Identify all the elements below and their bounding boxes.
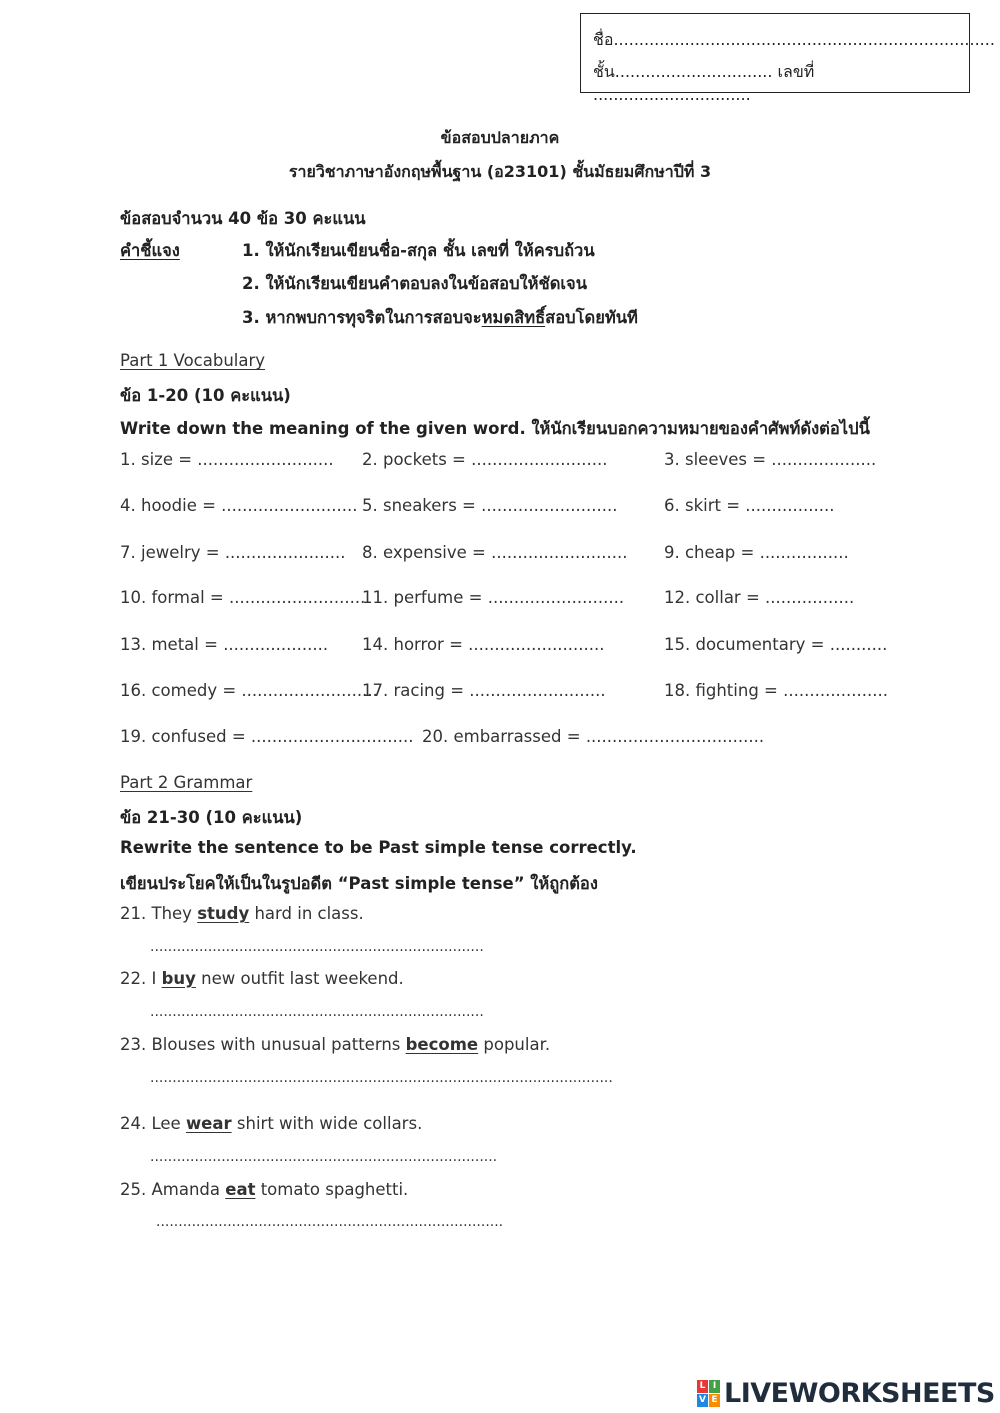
question-25-end: tomato spaghetti. [255, 1180, 409, 1199]
vocab-item-18[interactable]: 18. fighting = .................... [664, 681, 889, 700]
question-22-start: 22. I [120, 969, 162, 988]
instruction-3-end: สอบโดยทันที [545, 308, 638, 327]
question-21-start: 21. They [120, 904, 198, 923]
vocab-item-2[interactable]: 2. pockets = .......................... [362, 450, 608, 469]
logo-badge-icon [697, 1380, 721, 1408]
question-21-end: hard in class. [249, 904, 364, 923]
question-25-verb: eat [225, 1180, 256, 1199]
question-25-start: 25. Amanda [120, 1180, 226, 1199]
question-22 [120, 969, 404, 988]
name-line[interactable]: ชื่อ........................................................................... [593, 30, 995, 49]
student-info-box [580, 13, 995, 104]
instruction-1: 1. ให้นักเรียนเขียนชื่อ-สกุล ชั้น เลขที่ ให้ครบถ้วน [242, 241, 595, 260]
part1-range: ข้อ 1-20 (10 คะแนน) [120, 386, 291, 405]
question-22-verb: buy [161, 969, 196, 988]
exam-title: ข้อสอบปลายภาค [440, 128, 560, 147]
answer-line-25[interactable]: .............................................................................. [156, 1214, 504, 1230]
question-23 [120, 1035, 550, 1054]
vocab-item-8[interactable]: 8. expensive = .......................... [362, 543, 628, 562]
vocab-item-3[interactable]: 3. sleeves = .................... [664, 450, 877, 469]
number-field[interactable]: ............................... [593, 85, 751, 104]
vocab-item-16[interactable]: 16. comedy = .......................... [120, 681, 378, 700]
number-label: เลขที่ [772, 62, 815, 81]
vocab-item-17[interactable]: 17. racing = .......................... [362, 681, 606, 700]
class-number-line [593, 60, 969, 104]
vocab-item-15[interactable]: 15. documentary = ........... [664, 635, 888, 654]
vocab-item-9[interactable]: 9. cheap = ................. [664, 543, 849, 562]
part2-range: ข้อ 21-30 (10 คะแนน) [120, 808, 303, 827]
instructions-label: คำชี้แจง [120, 241, 180, 260]
vocab-item-5[interactable]: 5. sneakers = .......................... [362, 496, 618, 515]
logo-wordmark: LIVEWORKSHEETS [724, 1378, 995, 1409]
instruction-2: 2. ให้นักเรียนเขียนคำตอบลงในข้อสอบให้ชัดเจน [242, 274, 587, 293]
question-22-end: new outfit last weekend. [195, 969, 404, 988]
vocab-item-20[interactable]: 20. embarrassed = .................................. [422, 727, 765, 746]
class-field[interactable]: ............................... [614, 62, 773, 81]
question-21-verb: study [197, 904, 250, 923]
answer-line-24[interactable]: .............................................................................. [150, 1149, 498, 1165]
badge-letter-v: V [697, 1394, 708, 1407]
exam-count: ข้อสอบจำนวน 40 ข้อ 30 คะแนน [120, 209, 366, 228]
question-21 [120, 904, 364, 923]
part2-heading: Part 2 Grammar [120, 773, 253, 792]
question-23-end: popular. [478, 1035, 551, 1054]
answer-line-22[interactable]: ........................................................................... [150, 1004, 484, 1020]
part2-directions-en: Rewrite the sentence to be Past simple tense correctly. [120, 838, 637, 857]
badge-letter-i: I [709, 1380, 720, 1393]
question-23-verb: become [405, 1035, 479, 1054]
vocab-item-10[interactable]: 10. formal = .......................... [120, 588, 366, 607]
class-label: ชั้น [593, 62, 615, 81]
vocab-item-1[interactable]: 1. size = .......................... [120, 450, 334, 469]
answer-line-23[interactable]: ........................................................................................................ [150, 1070, 613, 1086]
badge-letter-l: L [697, 1380, 708, 1393]
part2-directions-th: เขียนประโยคให้เป็นในรูปอดีต “Past simple tense” ให้ถูกต้อง [120, 874, 598, 893]
part1-heading: Part 1 Vocabulary [120, 351, 266, 370]
question-24-end: shirt with wide collars. [231, 1114, 423, 1133]
answer-line-21[interactable]: ........................................................................... [150, 939, 484, 955]
badge-letter-e: E [709, 1394, 720, 1407]
question-24-start: 24. Lee [120, 1114, 186, 1133]
vocab-item-13[interactable]: 13. metal = .................... [120, 635, 329, 654]
question-24-verb: wear [185, 1114, 232, 1133]
vocab-item-11[interactable]: 11. perfume = .......................... [362, 588, 625, 607]
question-23-start: 23. Blouses with unusual patterns [120, 1035, 406, 1054]
instruction-3-emphasis: หมดสิทธิ์ [481, 308, 546, 327]
vocab-item-19[interactable]: 19. confused = ............................... [120, 727, 414, 746]
vocab-item-6[interactable]: 6. skirt = ................. [664, 496, 835, 515]
vocab-item-4[interactable]: 4. hoodie = .......................... [120, 496, 358, 515]
question-25 [120, 1180, 408, 1199]
exam-subtitle: รายวิชาภาษาอังกฤษพื้นฐาน (อ23101) ชั้นมัธยมศึกษาปีที่ 3 [288, 162, 712, 181]
part1-directions: Write down the meaning of the given word. ให้นักเรียนบอกความหมายของคำศัพท์ดังต่อไปนี้ [120, 419, 870, 438]
vocab-item-14[interactable]: 14. horror = .......................... [362, 635, 605, 654]
vocab-item-7[interactable]: 7. jewelry = ....................... [120, 543, 346, 562]
instruction-3 [242, 305, 638, 331]
vocab-item-12[interactable]: 12. collar = ................. [664, 588, 855, 607]
instruction-3-start: 3. หากพบการทุจริตในการสอบจะ [242, 308, 482, 327]
question-24 [120, 1114, 422, 1133]
